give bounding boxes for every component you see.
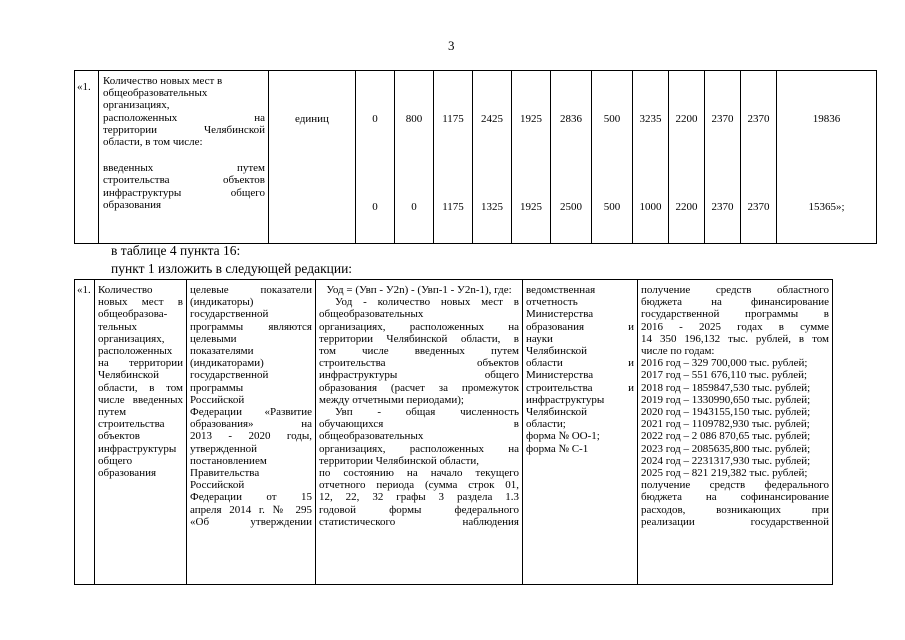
value-col (395, 71, 434, 244)
cell-text-line: 2016 - 2025 годах в сумме (641, 320, 829, 333)
cell-text-line: организациях, (103, 99, 170, 112)
cell-text-line: образования» на (190, 418, 312, 431)
cell-text-line: Российской (190, 479, 245, 492)
total-col (777, 71, 877, 244)
cell-text-line: между отчетными периодами); (319, 393, 464, 406)
cell-text-line: государственной (190, 369, 269, 382)
cell-text-line: годовой формы федерального (319, 503, 519, 516)
cell-text-line: отчетность (526, 296, 578, 309)
value-col (434, 71, 473, 244)
cell-text-line: отчетного периода (сумма строк 01, (319, 479, 519, 492)
cell-text-line: новых мест в (98, 296, 183, 309)
cell-text-line: по состоянию на начало текущего (319, 467, 519, 480)
cell-text-line: числе по годам: (641, 345, 715, 358)
cell-text-line: 2019 год – 1330990,650 тыс. рублей; (641, 393, 811, 406)
value-cell: 1325 (481, 201, 503, 213)
cell-text-line: апреля 2014 г. № 295 (190, 503, 312, 516)
cell-text-line: 2021 год – 1109782,930 тыс. рублей; (641, 418, 810, 431)
cell-text-line: 2018 год – 1859847,530 тыс. рублей; (641, 381, 811, 394)
cell-text-line: общеобразовательных (319, 430, 424, 443)
cell-text-line: бюджета на финансирование (641, 296, 829, 309)
value-cell: 0 (372, 113, 378, 125)
cell-text-line: образования и (526, 320, 634, 333)
cell-text-line: числе введенных (98, 393, 183, 406)
cell-text-line: том числе введенных путем (319, 345, 519, 358)
value-col (592, 71, 633, 244)
value-cell: 0 (411, 201, 417, 213)
formula-explanation (319, 296, 519, 528)
cell-text-line: общего (98, 454, 133, 467)
cell-text-line: организациях, расположенных на (319, 442, 519, 455)
indicator-name-cell (95, 280, 187, 585)
cell-text-line: целевые показатели (190, 284, 312, 296)
cell-text-line: реализации государственной (641, 515, 829, 528)
cell-text-line: на территории (98, 357, 183, 370)
value-cell: 500 (603, 113, 621, 125)
cell-text-line: образования (98, 467, 157, 480)
total-cell: 15365»; (808, 201, 845, 213)
value-cell: 1925 (520, 113, 542, 125)
cell-text-line: 14 350 196,132 тыс. рублей, в том (641, 332, 829, 345)
value-col (741, 71, 777, 244)
value-cell: 1175 (442, 201, 464, 213)
cell-text-line: образования (103, 198, 162, 211)
row-number: «1. (75, 71, 99, 244)
cell-text-line: путем (98, 406, 127, 419)
cell-text-line: области, в том (98, 381, 183, 394)
value-cell: 2200 (675, 201, 698, 213)
value-col (705, 71, 741, 244)
value-cell: 800 (405, 113, 423, 125)
cell-text-line: получение средств федерального (641, 479, 829, 492)
cell-text-line: введенных путем (103, 162, 265, 175)
cell-text-line: Увп - общая численность (335, 406, 519, 419)
cell-text-line: строительства объектов (103, 174, 265, 187)
cell-text-line: инфраструктуры (98, 442, 177, 455)
value-col (551, 71, 592, 244)
cell-text-line: Министерства (526, 308, 594, 321)
indicator-subname (103, 162, 265, 211)
row-number: «1. (75, 280, 95, 585)
value-cell: 2370 (747, 201, 770, 213)
cell-text-line: общеобразовательных (103, 87, 208, 100)
cell-text-line: программы являются (190, 320, 312, 333)
cell-text-line: 2023 год – 2085635,800 тыс. рублей; (641, 442, 811, 455)
cell-text-line: Уод - количество новых мест в (335, 296, 519, 309)
cell-text-line: Количество новых мест в (103, 75, 223, 87)
unit-cell (269, 71, 356, 244)
cell-text-line: общеобразовательных (319, 308, 424, 321)
cell-text-line: государственной программы в (641, 308, 829, 321)
cell-text-line: 2024 год – 2231317,930 тыс. рублей; (641, 454, 811, 467)
unit-label: единиц (295, 113, 329, 125)
cell-text-line: Челябинской (98, 369, 160, 382)
value-col (669, 71, 705, 244)
cell-text-line: 2025 год – 821 219,382 тыс. рублей; (641, 467, 808, 480)
cell-text-line: (индикаторами) (190, 357, 264, 370)
cell-text-line: Федерации «Развитие (190, 406, 312, 419)
cell-text-line: строительства и (526, 381, 634, 394)
value-cell: 1175 (442, 113, 464, 125)
funding-cell (638, 280, 833, 585)
value-col (473, 71, 512, 244)
cell-text-line: 12, 22, 32 графы 3 раздела 1.3 (319, 491, 519, 504)
value-cell: 2200 (675, 113, 698, 125)
amendment-intro-line2: пункт 1 изложить в следующей редакции: (111, 261, 353, 276)
cell-text-line: 2013 - 2020 годы, (190, 430, 312, 443)
cell-text-line: науки (526, 332, 553, 345)
page-number: 3 (448, 38, 455, 53)
cell-text-line: области и (526, 357, 634, 370)
cell-text-line: образования (расчет за промежуток (319, 381, 519, 394)
cell-text-line: постановлением (190, 454, 267, 467)
value-cell: 2370 (747, 113, 770, 125)
cell-text-line: ведомственная (526, 284, 596, 296)
target-indicators-cell (187, 280, 316, 585)
cell-text-line: территории Челябинской (103, 123, 265, 136)
cell-text-line: расходов, возникающих при (641, 503, 829, 516)
calculation-method-cell (316, 280, 523, 585)
cell-text-line: расположенных на (103, 111, 265, 124)
value-cell: 2425 (481, 113, 503, 125)
value-col (512, 71, 551, 244)
value-cell: 2370 (711, 201, 734, 213)
cell-text-line: расположенных (98, 345, 173, 358)
cell-text-line: получение средств областного (641, 284, 829, 296)
cell-text-line: 2020 год – 1943155,150 тыс. рублей; (641, 406, 811, 419)
cell-text-line: 2016 год – 329 700,000 тыс. рублей; (641, 357, 808, 370)
cell-text-line: объектов (98, 430, 140, 443)
cell-text-line: форма № ОО-1; (526, 430, 600, 443)
value-cell: 0 (372, 201, 378, 213)
cell-text-line: государственной (190, 308, 269, 321)
cell-text-line: Правительства (190, 467, 260, 480)
cell-text-line: Федерации от 15 (190, 491, 312, 504)
methodology-table (74, 279, 833, 585)
cell-text-line: инфраструктуры общего (319, 369, 519, 382)
value-cell: 1000 (639, 201, 662, 213)
cell-text-line: Челябинской (526, 406, 588, 419)
cell-text-line: территории Челябинской области, в (319, 332, 519, 345)
cell-text-line: организациях, (98, 332, 165, 345)
value-col (356, 71, 395, 244)
indicator-name (103, 75, 265, 148)
cell-text-line: области, в том числе: (103, 136, 203, 149)
amendment-intro-line1: в таблице 4 пункта 16: (111, 243, 241, 258)
cell-text-line: Челябинской (526, 345, 588, 358)
cell-text-line: территории Челябинской области, (319, 454, 480, 467)
cell-text-line: бюджета на софинансирование (641, 491, 829, 504)
formula: Уод = (Увп - У2n) - (Увп-1 - У2n-1), где: (326, 284, 512, 296)
indicator-name-cell (99, 71, 269, 244)
value-cell: 500 (603, 201, 621, 213)
cell-text-line: обучающихся в (319, 418, 519, 431)
cell-text-line: инфраструктуры общего (103, 186, 265, 199)
cell-text-line: (индикаторы) (190, 296, 254, 309)
cell-text-line: инфраструктуры (526, 393, 605, 406)
cell-text-line: форма № С-1 (526, 442, 589, 455)
cell-text-line: Российской (190, 393, 245, 406)
cell-text-line: тельных (98, 320, 137, 333)
cell-text-line: строительства объектов (319, 357, 519, 370)
cell-text-line: 2022 год – 2 086 870,65 тыс. рублей; (641, 430, 811, 443)
cell-text-line: статистического наблюдения (319, 515, 519, 528)
cell-text-line: утвержденной (190, 442, 258, 455)
data-source-cell (523, 280, 638, 585)
value-cell: 2370 (711, 113, 734, 125)
indicator-table (74, 70, 877, 244)
value-cell: 2500 (560, 201, 582, 213)
total-cell: 19836 (812, 113, 841, 125)
value-cell: 2836 (560, 113, 582, 125)
value-cell: 3235 (639, 113, 662, 125)
value-col (633, 71, 669, 244)
cell-text-line: 2017 год – 551 676,110 тыс. рублей; (641, 369, 808, 382)
cell-text-line: области; (526, 418, 566, 431)
cell-text-line: Министерства (526, 369, 594, 382)
cell-text-line: целевыми (190, 332, 237, 345)
cell-text-line: программы (190, 381, 244, 394)
cell-text-line: общеобразова- (98, 308, 168, 321)
cell-text-line: Количество (98, 284, 153, 296)
cell-text-line: «Об утверждении (190, 515, 312, 528)
cell-text-line: показателями (190, 345, 254, 358)
value-cell: 1925 (520, 201, 542, 213)
cell-text-line: строительства (98, 418, 165, 431)
cell-text-line: организациях, расположенных на (319, 320, 519, 333)
